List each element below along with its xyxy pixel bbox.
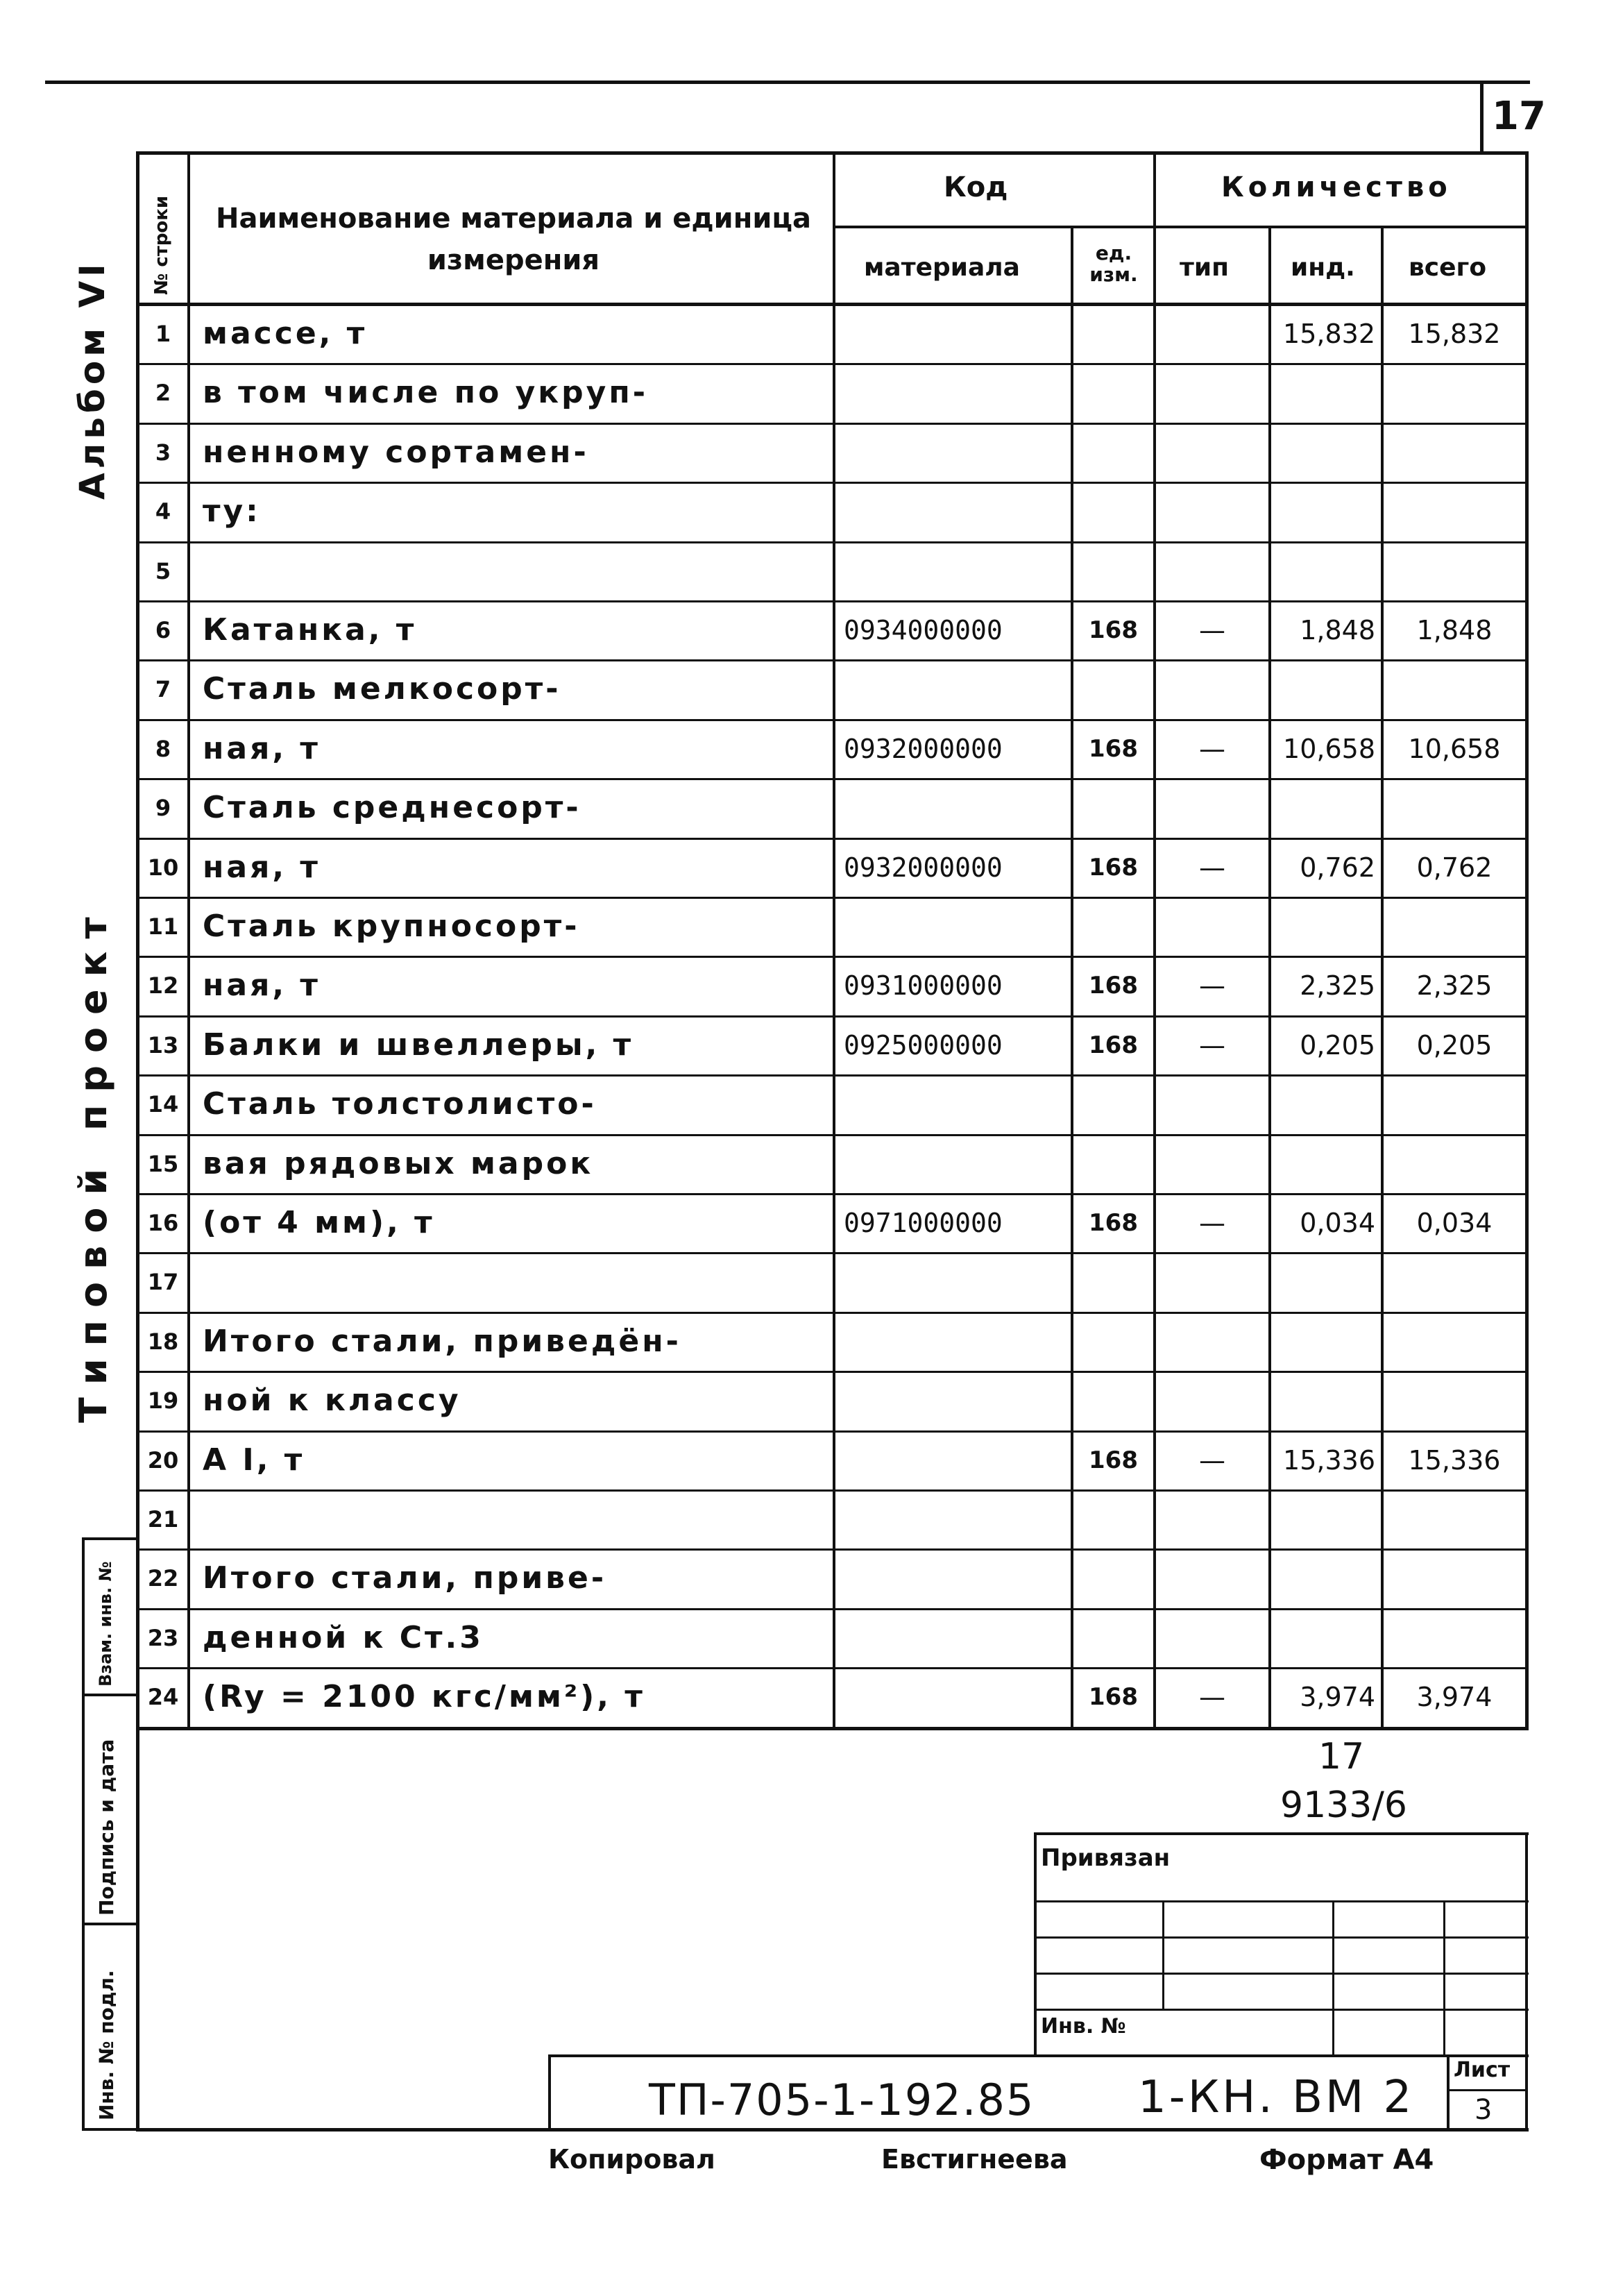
- stamp-doc-number: 9133/6: [1280, 1784, 1407, 1826]
- cell-n: 7: [155, 675, 171, 702]
- cell-code: [835, 1608, 1071, 1667]
- cell-unit: 168: [1089, 616, 1138, 644]
- margin-project: Типовой проект: [71, 904, 115, 1423]
- privyazan-top: [1034, 1832, 1529, 1835]
- cell-name: [190, 541, 833, 600]
- cell-type: [1156, 659, 1268, 718]
- cell-type: [1156, 304, 1268, 363]
- cell-ind: 0,762: [1300, 852, 1375, 883]
- footer-format: Формат А4: [1259, 2144, 1434, 2176]
- cell-code: [835, 1489, 1071, 1548]
- margin-album: Альбом VI: [72, 260, 112, 500]
- cell-type: [1156, 482, 1268, 541]
- cell-ind: [1271, 1608, 1381, 1667]
- cell-unit: [1073, 1252, 1153, 1311]
- cell-unit: [1073, 1489, 1153, 1548]
- cell-unit: [1073, 304, 1153, 363]
- cell-name: А I, т: [203, 1442, 305, 1478]
- cell-type: [1156, 1312, 1268, 1371]
- cell-type: —: [1199, 970, 1225, 1001]
- cell-ind: 0,034: [1300, 1207, 1375, 1238]
- cell-name: (Ry = 2100 кгс/мм²), т: [203, 1679, 645, 1714]
- cell-code: [835, 1312, 1071, 1371]
- cell-ind: 15,336: [1283, 1444, 1375, 1476]
- cell-code: [835, 363, 1071, 422]
- cell-code: [835, 1074, 1071, 1133]
- cell-type: [1156, 1489, 1268, 1548]
- cell-unit: [1073, 541, 1153, 600]
- cell-name: ная, т: [203, 850, 321, 885]
- cell-code: [835, 1371, 1071, 1430]
- cell-ind: [1271, 1074, 1381, 1133]
- sheet-corner-number: 17: [1492, 94, 1546, 139]
- cell-ind: [1271, 659, 1381, 718]
- cell-total: 15,832: [1408, 318, 1501, 349]
- col-header-name: Наименование материала и единица измерения: [215, 203, 812, 276]
- col-header-qty: Количество: [1221, 171, 1452, 203]
- cell-unit: 168: [1089, 1682, 1138, 1711]
- cell-unit: [1073, 1134, 1153, 1193]
- cell-n: 11: [147, 913, 179, 940]
- cell-name: Сталь толстолисто-: [203, 1086, 597, 1122]
- cell-n: 1: [155, 320, 171, 347]
- cell-ind: 3,974: [1300, 1681, 1375, 1712]
- cell-total: [1384, 1312, 1525, 1371]
- margin-podpis-data: Подпись и дата: [95, 1739, 118, 1916]
- margin-box-sep-2: [82, 1694, 139, 1696]
- cell-type: [1156, 1134, 1268, 1193]
- cell-type: —: [1199, 852, 1225, 883]
- cell-name: ненному сортамен-: [203, 434, 589, 470]
- cell-ind: [1271, 1548, 1381, 1607]
- cell-type: [1156, 1548, 1268, 1607]
- stamp-sheet-value: 3: [1474, 2094, 1493, 2126]
- footer-copier-name: Евстигнеева: [881, 2144, 1068, 2175]
- cell-type: [1156, 1252, 1268, 1311]
- cell-ind: [1271, 1252, 1381, 1311]
- cell-n: 22: [147, 1564, 179, 1592]
- cell-code: [835, 1430, 1071, 1489]
- cell-name: в том числе по укруп-: [203, 375, 649, 410]
- cell-ind: 1,848: [1300, 614, 1375, 645]
- cell-ind: [1271, 482, 1381, 541]
- margin-box-sep-3: [82, 1923, 139, 1925]
- cell-code: [835, 304, 1071, 363]
- cell-code: [835, 541, 1071, 600]
- cell-n: 21: [147, 1505, 179, 1533]
- cell-type: [1156, 1608, 1268, 1667]
- cell-ind: [1271, 541, 1381, 600]
- cell-total: [1384, 541, 1525, 600]
- cell-n: 10: [147, 854, 179, 881]
- cell-total: [1384, 659, 1525, 718]
- cell-total: [1384, 778, 1525, 837]
- stamp-top: [548, 2054, 1529, 2057]
- privyazan-col-2: [1332, 1900, 1334, 2054]
- cell-code: [835, 1548, 1071, 1607]
- cell-n: 12: [147, 972, 179, 999]
- stamp-left: [548, 2054, 551, 2131]
- cell-name: (от 4 мм), т: [203, 1205, 435, 1240]
- cell-code: 0931000000: [844, 970, 1003, 1001]
- col-header-code-material: материала: [864, 253, 1020, 282]
- margin-vzam-inv: Взам. инв. №: [96, 1561, 115, 1687]
- cell-unit: 168: [1089, 1208, 1138, 1237]
- cell-n: 16: [147, 1209, 179, 1236]
- cell-code: [835, 482, 1071, 541]
- privyazan-col-3: [1443, 1900, 1445, 2054]
- stamp-bottom: [136, 2128, 1529, 2132]
- cell-n: 6: [155, 616, 171, 643]
- cell-unit: [1073, 363, 1153, 422]
- privyazan-row-4: [1034, 2009, 1529, 2011]
- cell-n: 19: [147, 1387, 179, 1414]
- col-header-code: Код: [944, 171, 1008, 203]
- cell-name: вая рядовых марок: [203, 1146, 594, 1181]
- cell-code: 0934000000: [844, 614, 1003, 645]
- cell-unit: [1073, 897, 1153, 956]
- cell-code: [835, 659, 1071, 718]
- cell-total: [1384, 363, 1525, 422]
- col-header-code-unit: ед. изм.: [1089, 242, 1138, 286]
- cell-type: —: [1199, 1444, 1225, 1476]
- cell-name: Сталь мелкосорт-: [203, 671, 561, 707]
- cell-unit: 168: [1089, 971, 1138, 999]
- privyazan-row-2: [1034, 1936, 1529, 1939]
- cell-unit: [1073, 778, 1153, 837]
- cell-total: [1384, 423, 1525, 482]
- cell-code: [835, 897, 1071, 956]
- cell-type: —: [1199, 733, 1225, 764]
- cell-total: 0,205: [1416, 1029, 1493, 1061]
- cell-total: 2,325: [1416, 970, 1493, 1001]
- cell-total: [1384, 897, 1525, 956]
- cell-n: 23: [147, 1624, 179, 1651]
- cell-unit: 168: [1089, 853, 1138, 881]
- cell-n: 13: [147, 1031, 179, 1058]
- cell-ind: [1271, 423, 1381, 482]
- cell-n: 8: [155, 735, 171, 762]
- margin-box-left: [82, 1537, 85, 2131]
- cell-name: ной к классу: [203, 1383, 461, 1418]
- cell-code: 0932000000: [844, 852, 1003, 883]
- col-header-row-no: № строки: [151, 195, 172, 295]
- cell-total: [1384, 482, 1525, 541]
- cell-n: 9: [155, 794, 171, 821]
- cell-code: [835, 1134, 1071, 1193]
- cell-type: [1156, 1074, 1268, 1133]
- cell-ind: [1271, 1312, 1381, 1371]
- cell-type: —: [1199, 1681, 1225, 1712]
- cell-total: 0,034: [1416, 1207, 1493, 1238]
- cell-ind: [1271, 778, 1381, 837]
- cell-total: [1384, 1608, 1525, 1667]
- top-border: [45, 81, 1530, 84]
- cell-name: ная, т: [203, 731, 321, 766]
- table-right: [1525, 151, 1529, 1727]
- cell-name: Балки и швеллеры, т: [203, 1027, 634, 1063]
- cell-unit: 168: [1089, 734, 1138, 763]
- cell-n: 4: [155, 498, 171, 525]
- cell-unit: 168: [1089, 1446, 1138, 1474]
- privyazan-row-3: [1034, 1973, 1529, 1975]
- cell-type: —: [1199, 1029, 1225, 1061]
- cell-ind: [1271, 363, 1381, 422]
- cell-code: [835, 423, 1071, 482]
- cell-code: 0925000000: [844, 1029, 1003, 1061]
- cell-ind: 15,832: [1283, 318, 1375, 349]
- cell-ind: [1271, 1489, 1381, 1548]
- cell-n: 2: [155, 379, 171, 406]
- cell-name: Итого стали, приве-: [203, 1560, 607, 1596]
- stamp-right: [1525, 2054, 1528, 2131]
- privyazan-col-1: [1162, 1900, 1164, 2009]
- stamp-page-number: 17: [1318, 1736, 1365, 1778]
- cell-type: [1156, 897, 1268, 956]
- cell-ind: 10,658: [1283, 733, 1375, 764]
- cell-total: [1384, 1548, 1525, 1607]
- cell-total: 3,974: [1416, 1681, 1493, 1712]
- cell-total: [1384, 1489, 1525, 1548]
- cell-n: 20: [147, 1446, 179, 1474]
- cell-ind: 2,325: [1300, 970, 1375, 1001]
- cell-code: 0971000000: [844, 1207, 1003, 1238]
- privyazan-row-1: [1034, 1900, 1529, 1902]
- cell-code: [835, 1667, 1071, 1726]
- cell-total: 15,336: [1408, 1444, 1501, 1476]
- cell-total: 10,658: [1408, 733, 1501, 764]
- col-header-qty-total: всего: [1409, 253, 1487, 282]
- cell-unit: [1073, 482, 1153, 541]
- privyazan-left: [1034, 1832, 1037, 2054]
- cell-code: 0932000000: [844, 733, 1003, 764]
- cell-type: [1156, 1371, 1268, 1430]
- margin-box-sep-1: [82, 1537, 139, 1540]
- cell-name: Сталь среднесорт-: [203, 790, 581, 825]
- cell-type: [1156, 423, 1268, 482]
- cell-n: 14: [147, 1090, 179, 1117]
- margin-box-bottom: [82, 2128, 139, 2131]
- cell-unit: [1073, 1608, 1153, 1667]
- cell-unit: [1073, 1312, 1153, 1371]
- footer-copied: Копировал: [548, 2144, 715, 2175]
- header-subline: [833, 226, 1529, 228]
- cell-ind: 0,205: [1300, 1029, 1375, 1061]
- cell-total: [1384, 1074, 1525, 1133]
- cell-n: 5: [155, 557, 171, 584]
- cell-name: массе, т: [203, 316, 368, 351]
- privyazan-label: Привязан: [1041, 1844, 1171, 1872]
- stamp-designation: ТП-705-1-192.85: [649, 2075, 1035, 2125]
- cell-ind: [1271, 1371, 1381, 1430]
- cell-unit: [1073, 423, 1153, 482]
- col-header-qty-ind: инд.: [1291, 253, 1355, 282]
- cell-unit: [1073, 1074, 1153, 1133]
- cell-name: ная, т: [203, 968, 321, 1003]
- cell-type: [1156, 363, 1268, 422]
- margin-inv-podl: Инв. № подл.: [95, 1970, 118, 2120]
- cell-name: денной к Ст.3: [203, 1620, 484, 1655]
- cell-unit: 168: [1089, 1031, 1138, 1059]
- cell-code: [835, 1252, 1071, 1311]
- cell-name: ту:: [203, 493, 261, 529]
- cell-unit: [1073, 1548, 1153, 1607]
- cell-unit: [1073, 659, 1153, 718]
- col-header-qty-type: тип: [1180, 253, 1229, 282]
- stamp-sheet-sep: [1447, 2054, 1450, 2131]
- cell-total: [1384, 1134, 1525, 1193]
- cell-total: 0,762: [1416, 852, 1493, 883]
- cell-name: [190, 1489, 833, 1548]
- cell-type: —: [1199, 614, 1225, 645]
- cell-type: —: [1199, 1207, 1225, 1238]
- cell-ind: [1271, 897, 1381, 956]
- cell-type: [1156, 541, 1268, 600]
- cell-ind: [1271, 1134, 1381, 1193]
- cell-name: Сталь крупносорт-: [203, 909, 580, 944]
- stamp-book: 1-КН. ВМ 2: [1138, 2072, 1415, 2123]
- cell-n: 24: [147, 1683, 179, 1710]
- cell-name: Итого стали, приведён-: [203, 1324, 681, 1359]
- corner-box-left: [1480, 81, 1484, 151]
- inv-no-label: Инв. №: [1041, 2014, 1126, 2038]
- cell-code: [835, 778, 1071, 837]
- privyazan-right: [1525, 1832, 1528, 2054]
- cell-n: 15: [147, 1150, 179, 1177]
- cell-n: 18: [147, 1328, 179, 1355]
- cell-total: [1384, 1371, 1525, 1430]
- cell-n: 3: [155, 439, 171, 466]
- cell-total: [1384, 1252, 1525, 1311]
- cell-name: [190, 1252, 833, 1311]
- cell-type: [1156, 778, 1268, 837]
- cell-unit: [1073, 1371, 1153, 1430]
- stamp-sheet-label: Лист: [1454, 2058, 1511, 2082]
- cell-n: 17: [147, 1268, 179, 1295]
- cell-name: Катанка, т: [203, 612, 417, 648]
- cell-total: 1,848: [1416, 614, 1493, 645]
- stamp-sheet-mid: [1447, 2089, 1528, 2091]
